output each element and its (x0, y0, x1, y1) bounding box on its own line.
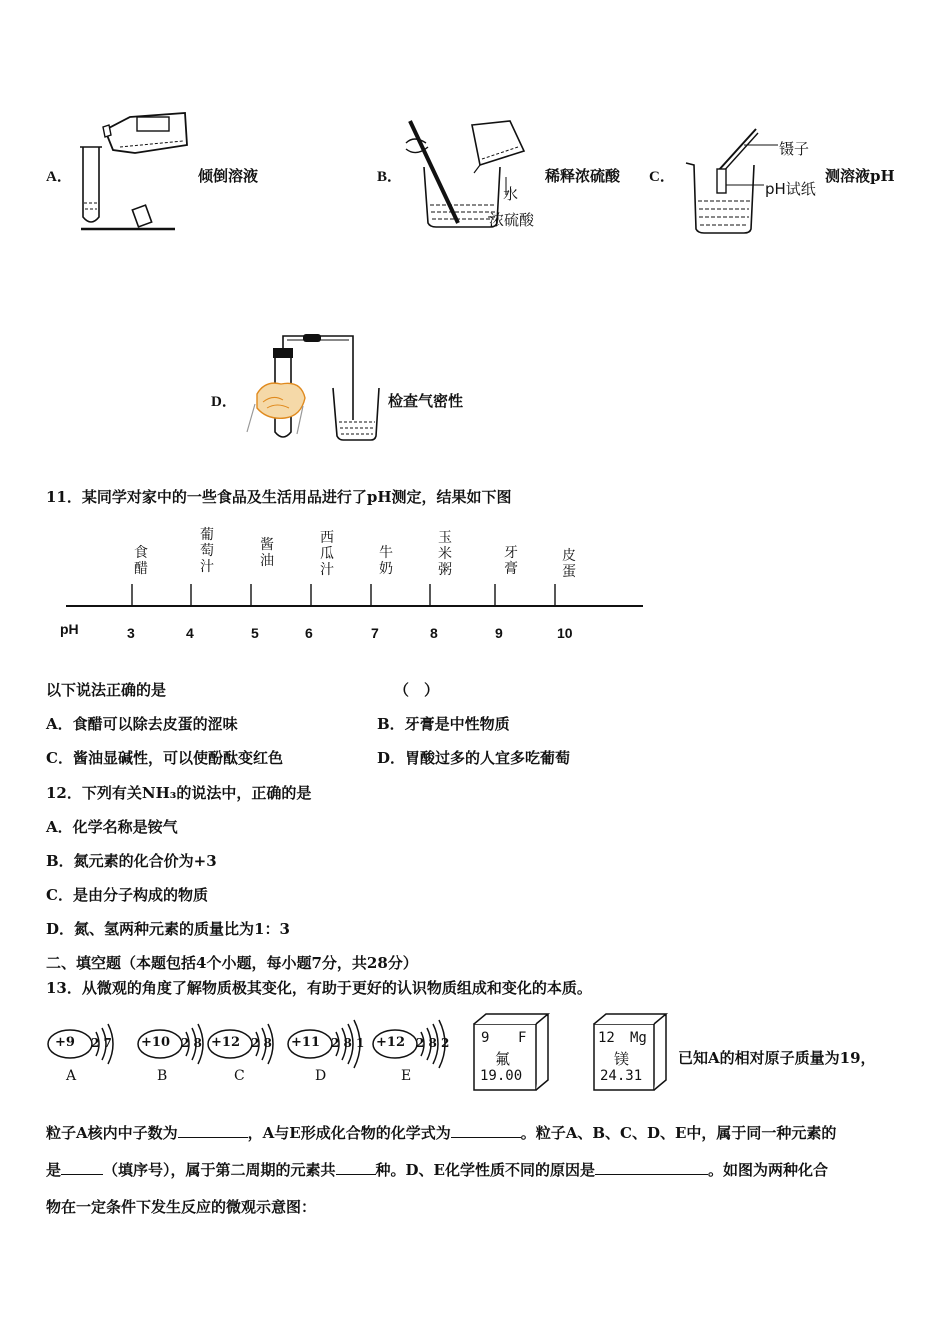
answer-blank[interactable] (451, 1123, 521, 1138)
q13-line2-part: 。如图为两种化合 (707, 1161, 828, 1179)
fluorine-mass: 19.00 (480, 1068, 523, 1084)
q13-line2-part: 是 (46, 1161, 62, 1179)
ph-tick-label: 5 (251, 625, 259, 641)
q12-option-a: A．化学名称是铵气 (46, 818, 178, 836)
ph-axis (0, 0, 950, 660)
fluorine-number: 9 (481, 1030, 490, 1046)
fluorine-name: 氟 (495, 1050, 511, 1068)
magnesium-mass: 24.31 (600, 1068, 643, 1084)
ph-tick-label: 8 (430, 625, 438, 641)
q12-option-b: B．氮元素的化合价为+3 (46, 852, 217, 870)
option-a-letter: A． (46, 169, 72, 185)
atomic-structure-diagrams (40, 1022, 460, 1092)
particle-e-shells: 2 8 2 (416, 1036, 450, 1050)
conc-acid-label: 浓硫酸 (489, 211, 535, 229)
ph-paper-label: pH试纸 (765, 180, 816, 198)
q13-side-text: 已知A的相对原子质量为19， (678, 1049, 876, 1067)
q13-line1-part: ，A与E形成化合物的化学式为 (247, 1124, 451, 1142)
answer-blank[interactable] (61, 1160, 103, 1175)
particle-a-label: A (66, 1068, 77, 1084)
ph-food-label: 玉米粥 (438, 530, 452, 578)
ph-food-label: 皮蛋 (562, 548, 576, 580)
ph-tick-label: 6 (305, 625, 313, 641)
option-c-letter: C． (649, 169, 675, 185)
ph-food-label: 牙膏 (504, 545, 518, 577)
answer-blank[interactable] (595, 1160, 708, 1175)
option-b-letter: B． (377, 169, 403, 185)
ph-food-label: 葡萄汁 (200, 527, 214, 575)
q11-option-a: A．食醋可以除去皮蛋的涩味 (46, 715, 238, 733)
particle-a-shells: 2 7 (91, 1036, 112, 1050)
water-label: 水 (503, 185, 519, 203)
ph-food-label: 牛奶 (379, 545, 393, 577)
answer-blank[interactable] (336, 1160, 376, 1175)
q12-option-d: D．氮、氢两种元素的质量比为1：3 (46, 920, 290, 938)
particle-b-nucleus: +10 (141, 1035, 170, 1050)
q11-prompt: 以下说法正确的是 (46, 681, 167, 699)
ph-food-label: 酱油 (260, 537, 274, 569)
particle-d-nucleus: +11 (291, 1035, 320, 1050)
q11-option-b: B．牙膏是中性物质 (377, 715, 510, 733)
ph-tick-label: 3 (127, 625, 135, 641)
particle-a-nucleus: +9 (55, 1035, 75, 1050)
ph-tick-label: 4 (186, 625, 194, 641)
ph-food-label: 食醋 (134, 545, 148, 577)
q13-line-3: 物在一定条件下发生反应的微观示意图： (46, 1198, 317, 1216)
q13-line1-part: 粒子A核内中子数为 (46, 1124, 178, 1142)
q11-answer-paren: （ ） (394, 681, 440, 699)
q12-option-c: C．是由分子构成的物质 (46, 886, 208, 904)
option-d-letter: D． (211, 394, 237, 410)
option-b-caption: 稀释浓硫酸 (545, 167, 621, 185)
tweezers-label: 镊子 (779, 140, 810, 158)
q13-line-1 (46, 1122, 836, 1143)
q13-stem: 13．从微观的角度了解物质极其变化，有助于更好的认识物质组成和变化的本质。 (46, 979, 592, 997)
answer-blank[interactable] (178, 1123, 248, 1138)
particle-d-label: D (315, 1068, 327, 1084)
q13-line-2 (46, 1159, 828, 1180)
magnesium-name: 镁 (614, 1050, 630, 1068)
q13-line2-part: 种。D、E化学性质不同的原因是 (375, 1161, 595, 1179)
particle-d-shells: 2 8 1 (331, 1036, 365, 1050)
magnesium-symbol: Mg (630, 1030, 647, 1046)
ph-axis-label: pH (60, 621, 79, 637)
option-a-caption: 倾倒溶液 (198, 167, 259, 185)
q12-stem: 12．下列有关NH₃的说法中，正确的是 (46, 784, 312, 802)
q11-stem: 11．某同学对家中的一些食品及生活用品进行了pH测定，结果如下图 (46, 488, 512, 506)
particle-e-nucleus: +12 (376, 1035, 405, 1050)
q13-line2-part: （填序号），属于第二周期的元素共 (103, 1161, 336, 1179)
ph-tick-label: 9 (495, 625, 503, 641)
option-d-caption: 检查气密性 (388, 392, 464, 410)
particle-c-label: C (234, 1068, 245, 1084)
ph-tick-label: 7 (371, 625, 379, 641)
option-c-caption: 测溶液pH (825, 167, 895, 185)
ph-tick-label: 10 (557, 625, 573, 641)
particle-b-shells: 2 8 (181, 1036, 202, 1050)
particle-b-label: B (157, 1068, 168, 1084)
section-heading: 二、填空题（本题包括4个小题，每小题7分，共28分） (46, 954, 418, 972)
ph-food-label: 西瓜汁 (320, 530, 334, 578)
particle-e-label: E (401, 1068, 412, 1084)
fluorine-symbol: F (518, 1030, 527, 1046)
q13-line1-part: 。粒子A、B、C、D、E中，属于同一种元素的 (520, 1124, 837, 1142)
q11-option-d: D．胃酸过多的人宜多吃葡萄 (377, 749, 571, 767)
magnesium-number: 12 (598, 1030, 615, 1046)
particle-c-nucleus: +12 (211, 1035, 240, 1050)
q11-option-c: C．酱油显碱性，可以使酚酞变红色 (46, 749, 283, 767)
particle-c-shells: 2 8 (251, 1036, 272, 1050)
